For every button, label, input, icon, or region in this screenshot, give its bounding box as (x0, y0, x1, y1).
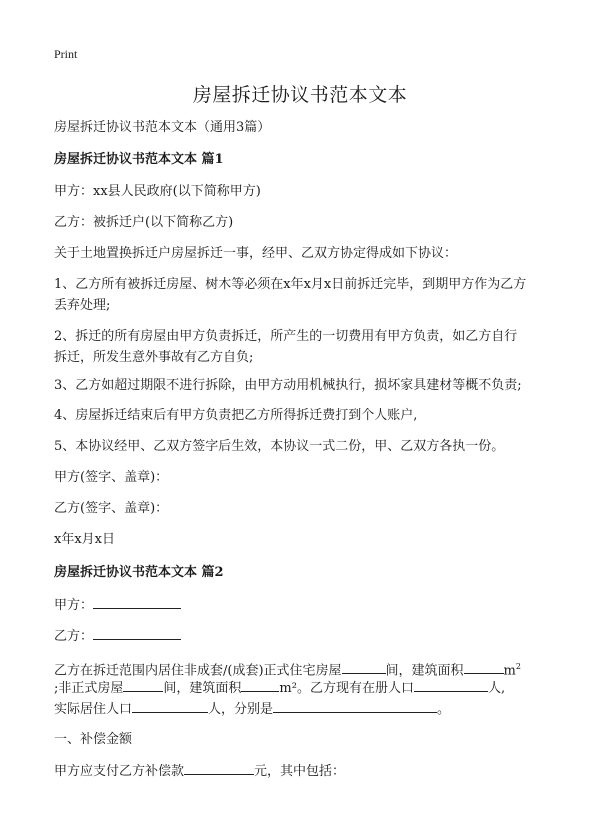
part2-heading: 房屋拆迁协议书范本文本 篇2 (54, 565, 224, 580)
compensation-amount-blank[interactable] (184, 760, 254, 775)
party-a-blank[interactable] (93, 594, 181, 609)
housing-text-8: 人，分别是 (208, 702, 274, 717)
informal-area-blank[interactable] (241, 677, 279, 692)
resident-names-blank[interactable] (273, 698, 437, 713)
intro-paragraph: 关于土地置换拆迁户房屋拆迁一事，经甲、乙双方协定得成如下协议： (54, 246, 458, 261)
housing-text-4: 间，建筑面积 (163, 681, 242, 696)
housing-text-7: 实际居住人口 (54, 702, 133, 717)
registered-population-blank[interactable] (414, 677, 488, 692)
party-a-line: 甲方：xx县人民政府(以下简称甲方) (54, 184, 261, 199)
print-link[interactable]: Print (54, 47, 78, 61)
formal-area-blank[interactable] (464, 659, 504, 674)
housing-text-3: ;非正式房屋 (54, 681, 124, 696)
actual-residents-blank[interactable] (132, 698, 208, 713)
housing-text-6: 人, (487, 681, 506, 696)
clause-1-line-2: 丢弃处理; (54, 298, 111, 313)
compensation-line (54, 760, 548, 782)
signing-date: x年x月x日 (54, 532, 115, 547)
sign-party-a: 甲方(签字、盖章)： (54, 470, 169, 485)
document-subtitle: 房屋拆迁协议书范本文本（通用3篇） (54, 120, 271, 135)
housing-line-2 (54, 677, 548, 699)
clause-5: 5、本协议经甲、乙双方签字后生效，本协议一式二份，甲、乙双方各执一份。 (54, 439, 505, 454)
document-title: 房屋拆迁协议书范本文本 (192, 84, 408, 106)
clause-3: 3、乙方如超过期限不进行拆除，由甲方动用机械执行，损坏家具建材等概不负责; (54, 378, 522, 393)
party-b-blank[interactable] (93, 625, 181, 640)
section-compensation-heading: 一、补偿金额 (54, 732, 133, 747)
clause-2-line-1: 2、拆迁的所有房屋由甲方负责拆迁，所产生的一切费用有甲方负责，如乙方自行 (54, 329, 518, 344)
compensation-text-2: 元，其中包括： (254, 764, 346, 779)
housing-text-1: 乙方在拆迁范围内居住非成套/(成套)正式住宅房屋 (54, 663, 342, 679)
part2-party-b (54, 625, 548, 647)
compensation-text-1: 甲方应支付乙方补偿款 (54, 764, 185, 779)
housing-line-3 (54, 698, 548, 720)
housing-text-9: 。 (437, 702, 451, 717)
clause-4: 4、房屋拆迁结束后有甲方负责把乙方所得拆迁费打到个人账户, (54, 408, 418, 423)
area-unit: m (503, 663, 516, 679)
part1-heading: 房屋拆迁协议书范本文本 篇1 (54, 152, 224, 167)
party-b-line: 乙方：被拆迁户(以下简称乙方) (54, 215, 234, 230)
area-unit-sup: 2 (515, 662, 521, 671)
party-b-label: 乙方： (54, 629, 94, 644)
party-a-label: 甲方： (54, 598, 94, 613)
informal-rooms-blank[interactable] (123, 677, 163, 692)
clause-1-line-1: 1、乙方所有被拆迁房屋、树木等必须在x年x月x日前拆迁完毕，到期甲方作为乙方 (54, 277, 527, 292)
clause-2-line-2: 拆迁，所发生意外事故有乙方自负; (54, 350, 254, 365)
housing-text-5: m²。乙方现有在册人口 (279, 681, 414, 696)
sign-party-b: 乙方(签字、盖章)： (54, 501, 169, 516)
formal-rooms-blank[interactable] (342, 659, 386, 674)
part2-party-a (54, 594, 548, 616)
housing-text-2: 间，建筑面积 (385, 663, 464, 679)
